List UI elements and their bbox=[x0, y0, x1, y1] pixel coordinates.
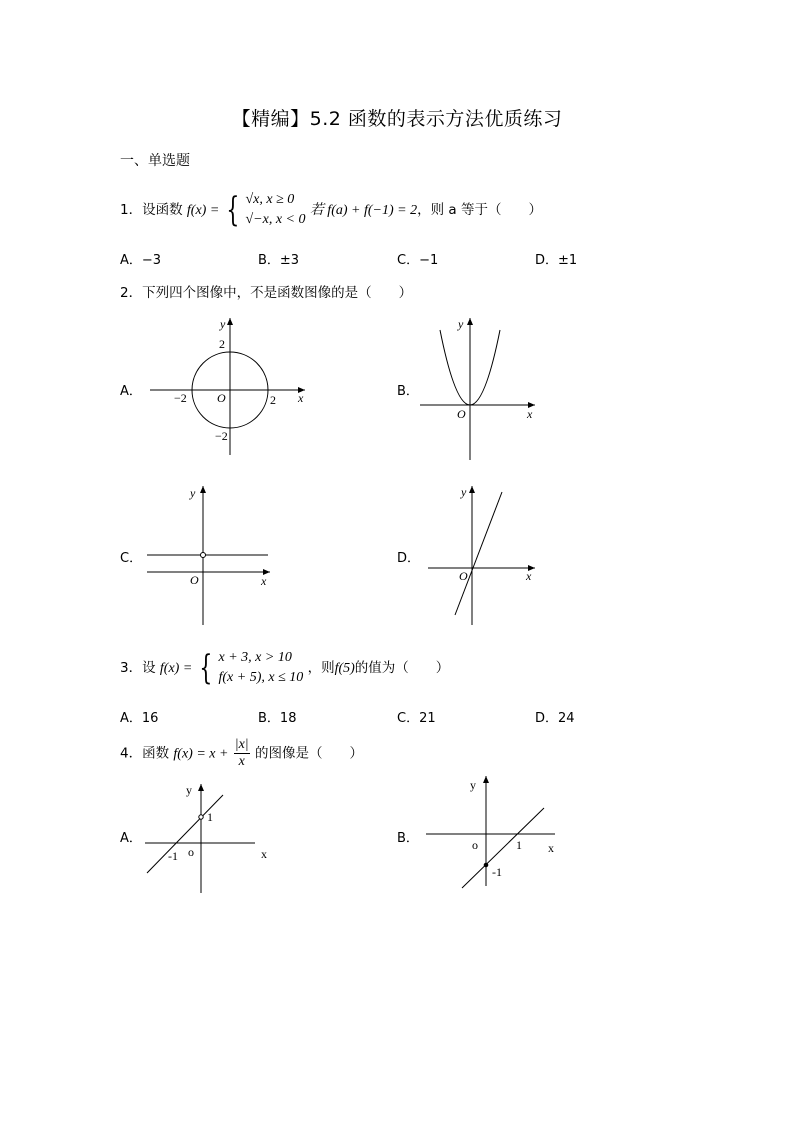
x-label: x bbox=[526, 569, 532, 583]
q4-tail: 的图像是（ ） bbox=[254, 745, 363, 762]
tick-neg2-y: −2 bbox=[215, 429, 228, 443]
y-label: y bbox=[190, 486, 196, 500]
q3-option-d: D．24 bbox=[535, 711, 575, 726]
q1-option-b: B．±3 bbox=[258, 253, 300, 268]
y-label: y bbox=[470, 778, 476, 792]
q1-option-a: A．−3 bbox=[120, 253, 162, 268]
origin-label: O bbox=[457, 407, 466, 421]
q3-function: f(x) = bbox=[159, 661, 193, 676]
q3-option-c: C．21 bbox=[397, 711, 436, 726]
q2-label-a: A． bbox=[120, 384, 142, 399]
x-label: x bbox=[548, 841, 554, 855]
q1-number: 1．设函数 bbox=[120, 202, 183, 218]
y-label: y bbox=[461, 485, 467, 499]
x-label: x bbox=[261, 847, 267, 861]
question-4 bbox=[120, 737, 363, 770]
q3-tail-1: ，则 bbox=[307, 660, 335, 676]
y-label: y bbox=[220, 317, 226, 331]
line-a bbox=[147, 795, 223, 873]
q3-option-a: A．16 bbox=[120, 711, 159, 726]
slanted-line bbox=[455, 492, 502, 615]
closed-point bbox=[484, 863, 488, 867]
x-label: x bbox=[261, 574, 267, 588]
q3-f5: f(5) bbox=[334, 661, 355, 676]
graph-2a-circle bbox=[140, 312, 320, 462]
tick-1: 1 bbox=[516, 838, 522, 852]
y-label: y bbox=[458, 317, 464, 331]
q1-condition: 若 f(a) + f(−1) = 2 bbox=[309, 203, 418, 218]
q4-fraction-denominator: x bbox=[238, 754, 245, 769]
graph-2d-slanted-line bbox=[420, 480, 545, 630]
q1-cases bbox=[246, 190, 306, 230]
q1-tail: ，则 a 等于（ ） bbox=[417, 202, 542, 218]
origin-label: O bbox=[459, 569, 468, 583]
q3-option-b: B．18 bbox=[258, 711, 297, 726]
q4-number: 4．函数 bbox=[120, 745, 170, 762]
origin-label: o bbox=[472, 838, 478, 852]
q1-option-c: C．−1 bbox=[397, 253, 439, 268]
q1-case-2: √−x, x < 0 bbox=[245, 212, 306, 227]
tick-neg1: -1 bbox=[492, 865, 502, 879]
tick-1: 1 bbox=[207, 810, 213, 824]
q3-case-2: f(x + 5), x ≤ 10 bbox=[218, 670, 304, 685]
q3-case-1: x + 3, x > 10 bbox=[218, 650, 292, 665]
y-label: y bbox=[186, 783, 192, 797]
origin-label: O bbox=[190, 573, 199, 587]
graph-4b bbox=[422, 770, 562, 895]
open-point bbox=[201, 553, 206, 558]
q2-label-c: C． bbox=[120, 551, 143, 566]
x-label: x bbox=[298, 391, 304, 405]
x-label: x bbox=[527, 407, 533, 421]
tick-2-x: 2 bbox=[270, 393, 276, 407]
graph-4a bbox=[140, 778, 275, 896]
tick-2-y: 2 bbox=[219, 337, 225, 351]
tick-neg2-x: −2 bbox=[174, 391, 187, 405]
q4-fraction bbox=[234, 737, 250, 770]
q2-label-b: B． bbox=[397, 384, 419, 399]
open-point bbox=[199, 815, 203, 819]
graph-2c-horizontal-line bbox=[140, 480, 280, 630]
q4-label-a: A． bbox=[120, 831, 142, 846]
q3-cases bbox=[219, 648, 304, 688]
origin-label: o bbox=[188, 845, 194, 859]
section-heading: 一、单选题 bbox=[120, 153, 190, 169]
q4-label-b: B． bbox=[397, 831, 419, 846]
q1-option-d: D．±1 bbox=[535, 253, 578, 268]
question-2: 2．下列四个图像中，不是函数图像的是（ ） bbox=[120, 285, 413, 301]
q3-tail-2: 的值为（ ） bbox=[354, 660, 450, 676]
origin-label: O bbox=[217, 391, 226, 405]
q1-function: f(x) = bbox=[186, 203, 220, 218]
q1-brace: { bbox=[225, 190, 239, 230]
q4-fraction-numerator: |x| bbox=[234, 737, 249, 752]
q3-number: 3．设 bbox=[120, 660, 156, 676]
graph-2b-parabola bbox=[415, 312, 545, 462]
question-3 bbox=[120, 648, 449, 688]
q1-case-1: √x, x ≥ 0 bbox=[245, 192, 295, 207]
q3-brace: { bbox=[198, 648, 212, 688]
page-title: 【精编】5.2 函数的表示方法优质练习 bbox=[231, 108, 563, 130]
q4-function: f(x) = x + bbox=[173, 746, 229, 762]
q2-label-d: D． bbox=[397, 551, 421, 566]
question-1 bbox=[120, 190, 542, 230]
tick-neg1: -1 bbox=[168, 849, 178, 863]
